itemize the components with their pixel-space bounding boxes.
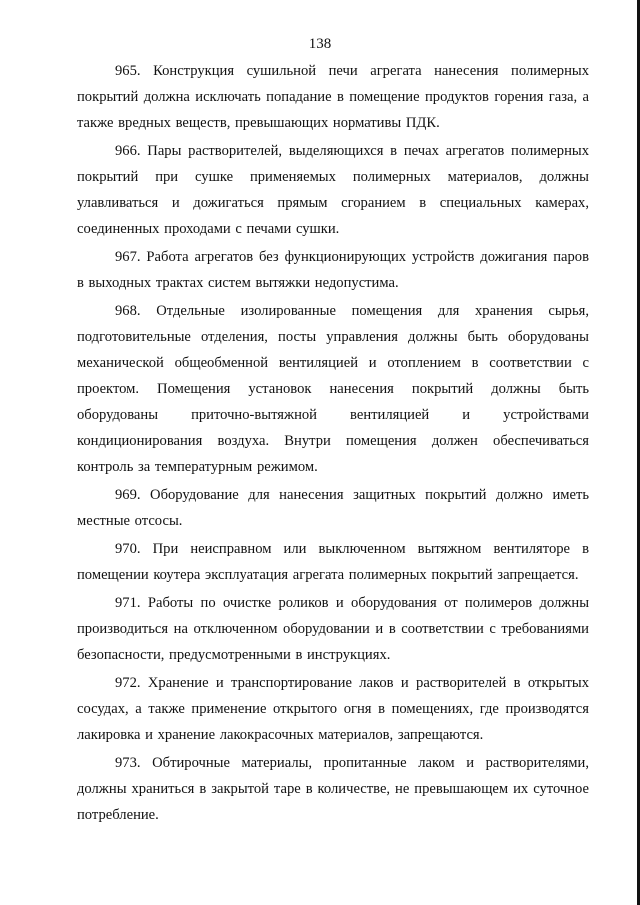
paragraph-973: 973. Обтирочные материалы, пропитанные лаком и растворителями, должны храниться в закрытой таре в количестве, не превышающем их суточное потребление.	[77, 755, 589, 823]
paragraph-972: 972. Хранение и транспортирование лаков и растворителей в открытых сосудах, а также применение открытого огня в помещениях, где производятся лакировка и хранение лакокрасочных материалов, запрещаются.	[77, 675, 589, 743]
paragraph-966: 966. Пары растворителей, выделяющихся в печах агрегатов полимерных покрытий при сушке применяемых полимерных материалов, должны улавливаться и дожигаться прямым сгоранием в специальных камерах, соединенных проходами с печами сушки.	[77, 143, 589, 237]
page-number: 138	[308, 36, 332, 52]
paragraph-971: 971. Работы по очистке роликов и оборудования от полимеров должны производиться на отключенном оборудовании и в соответствии с требованиями безопасности, предусмотренными в инструкциях.	[77, 595, 589, 663]
document-body	[77, 58, 589, 830]
paragraph-968: 968. Отдельные изолированные помещения для хранения сырья, подготовительные отделения, посты управления должны быть оборудованы механической общеобменной вентиляцией и отоплением в соответствии с проектом. Помещения установок нанесения покрытий должны быть оборудованы приточно-вытяжной вентиляцией и устройствами кондиционирования воздуха. Внутри помещения должен обеспечиваться контроль за температурным режимом.	[77, 303, 589, 475]
paragraph-967: 967. Работа агрегатов без функционирующих устройств дожигания паров в выходных трактах систем вытяжки недопустима.	[77, 249, 589, 291]
paragraph-965: 965. Конструкция сушильной печи агрегата нанесения полимерных покрытий должна исключать попадание в помещение продуктов горения газа, а также вредных веществ, превышающих нормативы ПДК.	[77, 63, 589, 131]
paragraph-969: 969. Оборудование для нанесения защитных покрытий должно иметь местные отсосы.	[77, 487, 589, 529]
paragraph-970: 970. При неисправном или выключенном вытяжном вентиляторе в помещении коутера эксплуатация агрегата полимерных покрытий запрещается.	[77, 541, 589, 583]
